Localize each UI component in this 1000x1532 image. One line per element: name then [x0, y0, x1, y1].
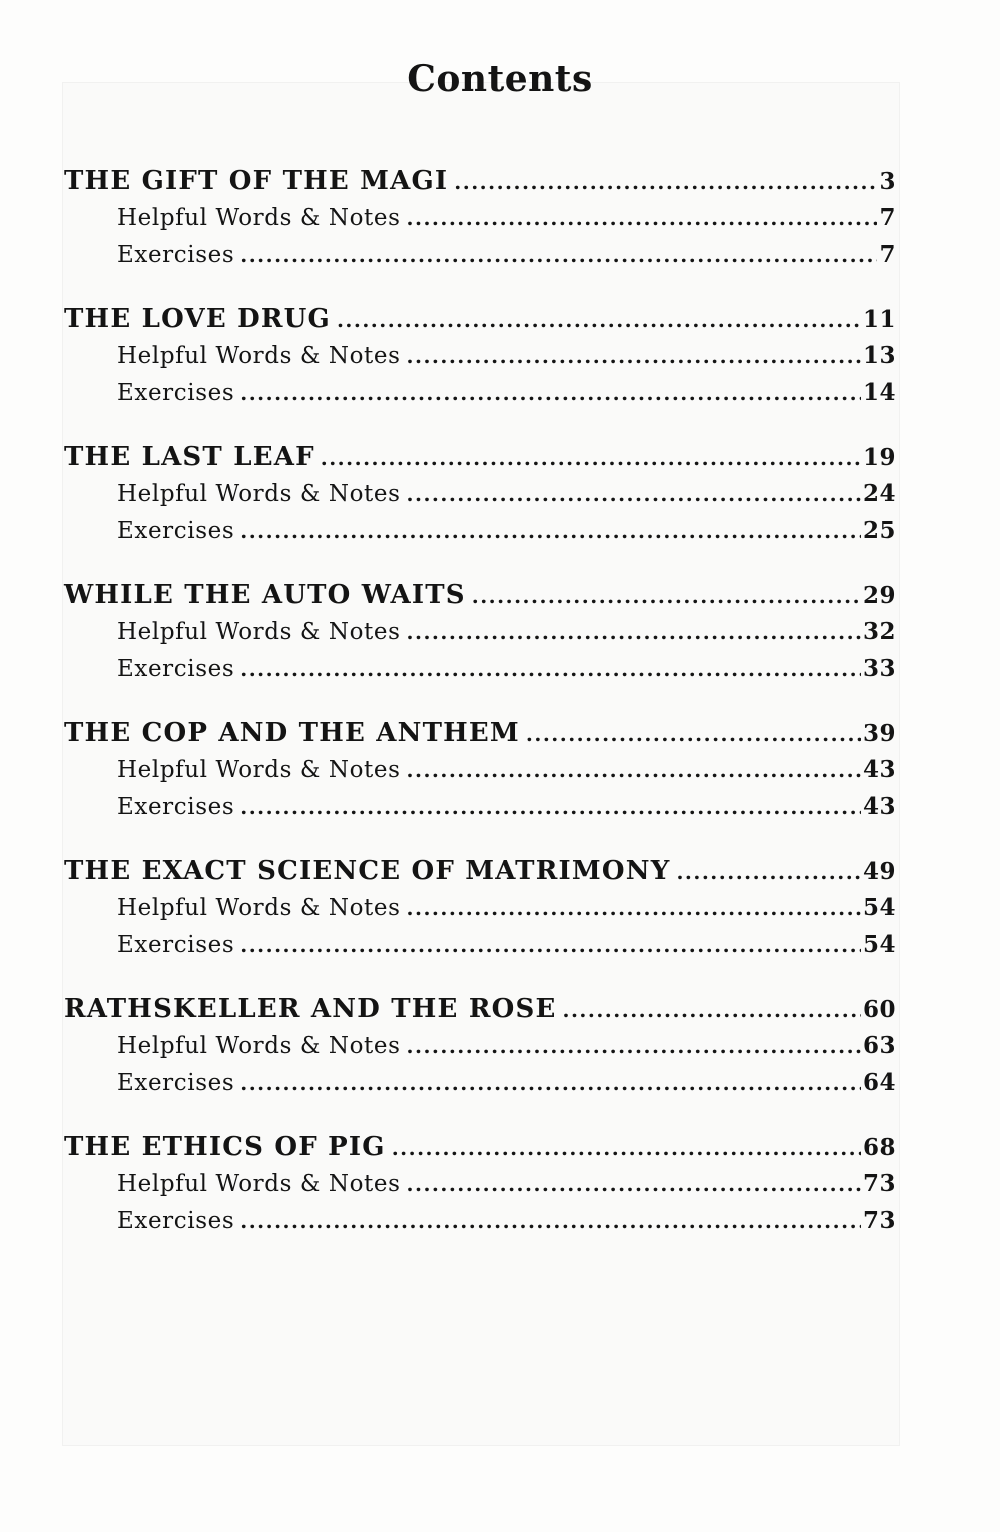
page-number: 32 — [862, 618, 896, 645]
story-title: THE LAST LEAF — [64, 442, 315, 472]
section-label: Helpful Words & Notes — [117, 205, 401, 231]
exercises-row[interactable] — [64, 241, 896, 278]
story-title: RATHSKELLER AND THE ROSE — [64, 994, 557, 1024]
dot-leader — [407, 1172, 861, 1196]
page-number: 49 — [862, 858, 896, 885]
dot-leader — [240, 381, 861, 405]
toc-entry — [64, 718, 896, 830]
page-number: 19 — [862, 444, 896, 471]
section-label: Helpful Words & Notes — [117, 1033, 401, 1059]
dot-leader — [240, 1209, 861, 1233]
page-number: 7 — [879, 241, 896, 268]
notes-row[interactable] — [64, 618, 896, 655]
story-title-row[interactable] — [64, 1132, 896, 1170]
page-number: 33 — [862, 655, 896, 682]
section-label: Exercises — [117, 1208, 235, 1234]
story-title-row[interactable] — [64, 856, 896, 894]
dot-leader — [240, 795, 861, 819]
section-label: Exercises — [117, 794, 235, 820]
exercises-row[interactable] — [64, 655, 896, 692]
section-label: Exercises — [117, 932, 235, 958]
dot-leader — [321, 446, 861, 470]
section-label: Exercises — [117, 656, 235, 682]
story-title: WHILE THE AUTO WAITS — [64, 580, 466, 610]
section-label: Exercises — [117, 518, 235, 544]
dot-leader — [407, 344, 861, 368]
section-label: Helpful Words & Notes — [117, 619, 401, 645]
toc-entry — [64, 580, 896, 692]
section-label: Helpful Words & Notes — [117, 1171, 401, 1197]
notes-row[interactable] — [64, 1032, 896, 1069]
exercises-row[interactable] — [64, 517, 896, 554]
section-label: Exercises — [117, 1070, 235, 1096]
page-number: 68 — [862, 1134, 896, 1161]
story-title-row[interactable] — [64, 442, 896, 480]
page-number: 60 — [862, 996, 896, 1023]
toc-entry — [64, 856, 896, 968]
page-number: 73 — [862, 1207, 896, 1234]
dot-leader — [407, 896, 861, 920]
toc-entry — [64, 166, 896, 278]
page-number: 13 — [862, 342, 896, 369]
dot-leader — [337, 308, 861, 332]
story-title: THE COP AND THE ANTHEM — [64, 718, 520, 748]
dot-leader — [392, 1136, 861, 1160]
dot-leader — [407, 482, 861, 506]
dot-leader — [240, 1071, 861, 1095]
dot-leader — [562, 998, 861, 1022]
story-title-row[interactable] — [64, 580, 896, 618]
dot-leader — [472, 584, 861, 608]
notes-row[interactable] — [64, 756, 896, 793]
story-title: THE LOVE DRUG — [64, 304, 331, 334]
notes-row[interactable] — [64, 342, 896, 379]
page-number: 73 — [862, 1170, 896, 1197]
story-title: THE EXACT SCIENCE OF MATRIMONY — [64, 856, 671, 886]
page-number: 39 — [862, 720, 896, 747]
dot-leader — [407, 758, 861, 782]
page-number: 54 — [862, 894, 896, 921]
toc-entry — [64, 994, 896, 1106]
section-label: Helpful Words & Notes — [117, 343, 401, 369]
page-number: 63 — [862, 1032, 896, 1059]
page-number: 7 — [879, 204, 896, 231]
page-number: 29 — [862, 582, 896, 609]
dot-leader — [240, 519, 861, 543]
table-of-contents — [64, 166, 896, 1270]
dot-leader — [407, 206, 878, 230]
exercises-row[interactable] — [64, 793, 896, 830]
page-number: 43 — [862, 793, 896, 820]
toc-entry — [64, 304, 896, 416]
notes-row[interactable] — [64, 1170, 896, 1207]
dot-leader — [240, 657, 861, 681]
page-number: 25 — [862, 517, 896, 544]
page-number: 24 — [862, 480, 896, 507]
toc-entry — [64, 442, 896, 554]
story-title-row[interactable] — [64, 994, 896, 1032]
section-label: Exercises — [117, 380, 235, 406]
story-title-row[interactable] — [64, 166, 896, 204]
section-label: Exercises — [117, 242, 235, 268]
story-title-row[interactable] — [64, 304, 896, 342]
toc-entry — [64, 1132, 896, 1244]
dot-leader — [407, 1034, 861, 1058]
notes-row[interactable] — [64, 480, 896, 517]
story-title: THE GIFT OF THE MAGI — [64, 166, 449, 196]
exercises-row[interactable] — [64, 1069, 896, 1106]
exercises-row[interactable] — [64, 931, 896, 968]
dot-leader — [240, 243, 877, 267]
page-number: 11 — [862, 306, 896, 333]
notes-row[interactable] — [64, 204, 896, 241]
page-number: 54 — [862, 931, 896, 958]
story-title-row[interactable] — [64, 718, 896, 756]
page-title: Contents — [407, 58, 593, 100]
exercises-row[interactable] — [64, 379, 896, 416]
notes-row[interactable] — [64, 894, 896, 931]
page-number: 64 — [862, 1069, 896, 1096]
section-label: Helpful Words & Notes — [117, 481, 401, 507]
section-label: Helpful Words & Notes — [117, 757, 401, 783]
dot-leader — [676, 860, 861, 884]
story-title: THE ETHICS OF PIG — [64, 1132, 386, 1162]
exercises-row[interactable] — [64, 1207, 896, 1244]
dot-leader — [407, 620, 861, 644]
page-number: 43 — [862, 756, 896, 783]
dot-leader — [240, 933, 861, 957]
page-number: 14 — [862, 379, 896, 406]
page-number: 3 — [879, 168, 896, 195]
dot-leader — [526, 722, 861, 746]
section-label: Helpful Words & Notes — [117, 895, 401, 921]
dot-leader — [454, 170, 877, 194]
